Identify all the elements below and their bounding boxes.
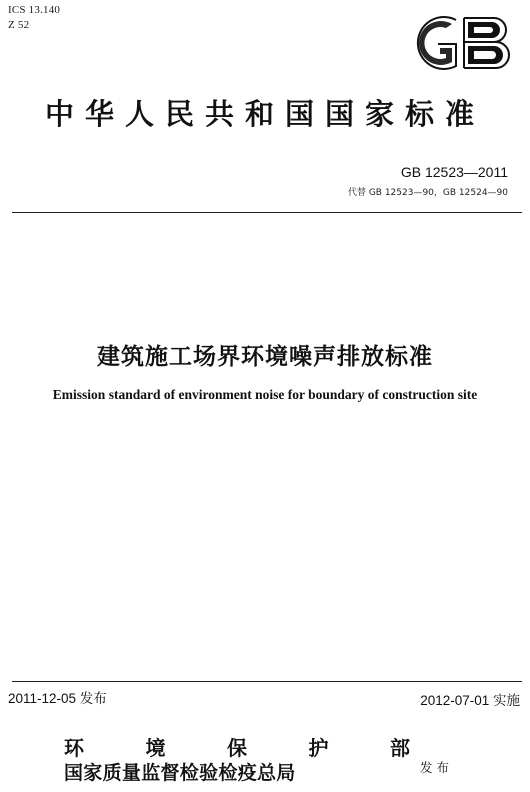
issuer-ministry [64,732,410,761]
top-divider [12,212,522,213]
english-title: Emission standard of environment noise for boundary of construction site [52,387,478,402]
replaces-note: 代替 GB 12523—90，GB 12524—90 [347,188,508,198]
classification-code: Z 52 [8,19,30,31]
standard-category-title: 中华人民共和国国家标准 [44,97,485,131]
issuer-char: 保 [227,736,247,760]
standard-number: GB 12523—2011 [400,164,508,180]
issuer-char: 环 [64,736,84,760]
publish-label: 发布 [420,760,454,775]
issuer-char: 部 [390,736,410,760]
gb-logo [398,8,520,78]
bottom-divider [12,681,522,682]
chinese-title: 建筑施工场界环境噪声排放标准 [97,344,433,370]
issuer-char: 护 [308,736,329,760]
issue-date: 2011-12-05 发布 [8,691,107,706]
issuer-char: 境 [145,736,166,760]
ics-code: ICS 13.140 [8,4,61,16]
issuer-aqsiq: 国家质量监督检验检疫总局 [64,762,296,784]
implementation-date: 2012-07-01 实施 [420,693,520,708]
